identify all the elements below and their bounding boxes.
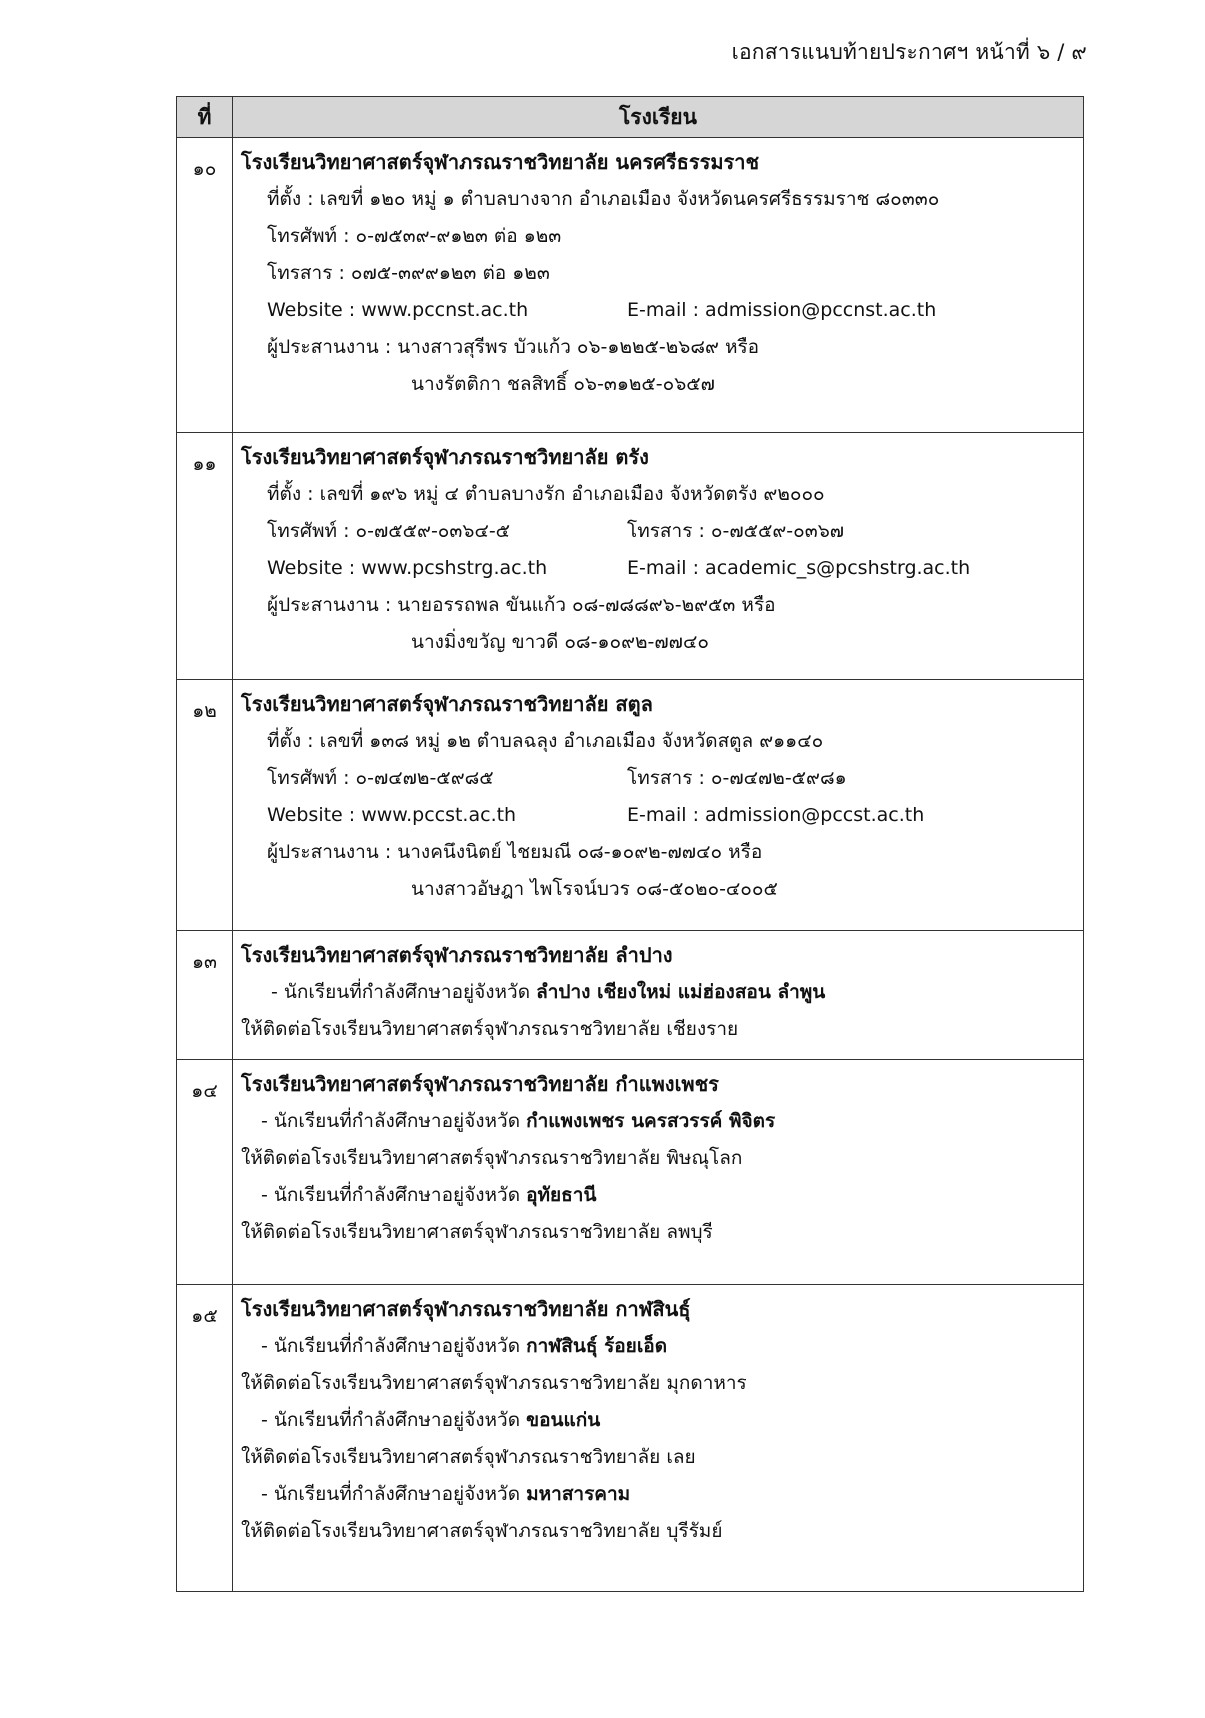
school-coordinator: ผู้ประสานงาน : นายอรรถพล ขันแก้ว ๐๘-๗๘๘๙๖-๒๙๕๓ หรือ	[267, 594, 776, 616]
school-web-row	[241, 797, 1075, 834]
note-provinces: อุทัยธานี	[526, 1184, 597, 1206]
school-name: โรงเรียนวิทยาศาสตร์จุฬาภรณราชวิทยาลัย ลำปาง	[241, 943, 673, 967]
column-header-no: ที่	[177, 97, 233, 138]
table-row	[177, 1060, 1084, 1285]
school-name: โรงเรียนวิทยาศาสตร์จุฬาภรณราชวิทยาลัย กำแพงเพชร	[241, 1072, 719, 1096]
school-email: E-mail : admission@pccst.ac.th	[627, 804, 925, 826]
note-provinces: ลำปาง เชียงใหม่ แม่ฮ่องสอน ลำพูน	[536, 981, 826, 1003]
row-number: ๑๔	[177, 1060, 233, 1285]
school-website: Website : www.pcshstrg.ac.th	[267, 557, 548, 579]
school-website: Website : www.pccst.ac.th	[267, 804, 517, 826]
note-provinces: ขอนแก่น	[526, 1409, 601, 1431]
school-phone: โทรศัพท์ : ๐-๗๕๕๙-๐๓๖๔-๕	[267, 520, 511, 542]
province-note	[241, 974, 1075, 1011]
table-row	[177, 680, 1084, 931]
school-address: ที่ตั้ง : เลขที่ ๑๓๘ หมู่ ๑๒ ตำบลฉลุง อำเภอเมือง จังหวัดสตูล ๙๑๑๔๐	[267, 730, 824, 752]
contact-instruction: ให้ติดต่อโรงเรียนวิทยาศาสตร์จุฬาภรณราชวิทยาลัย ลพบุรี	[241, 1221, 713, 1243]
school-phone: โทรศัพท์ : ๐-๗๔๗๒-๕๙๘๕	[267, 767, 494, 789]
province-note	[241, 1177, 1075, 1214]
school-web-row	[241, 550, 1075, 587]
row-number: ๑๒	[177, 680, 233, 931]
school-web-row	[241, 292, 1075, 329]
school-coordinator: ผู้ประสานงาน : นางคนึงนิตย์ ไชยมณี ๐๘-๑๐๙๒-๗๗๔๐ หรือ	[267, 841, 763, 863]
school-phone: โทรศัพท์ : ๐-๗๕๓๙-๙๑๒๓ ต่อ ๑๒๓	[267, 225, 562, 247]
contact-instruction: ให้ติดต่อโรงเรียนวิทยาศาสตร์จุฬาภรณราชวิทยาลัย เลย	[241, 1446, 696, 1468]
school-email: E-mail : academic_s@pcshstrg.ac.th	[627, 557, 971, 579]
school-name: โรงเรียนวิทยาศาสตร์จุฬาภรณราชวิทยาลัย นครศรีธรรมราช	[241, 150, 760, 174]
table-row	[177, 138, 1084, 433]
note-prefix: - นักเรียนที่กำลังศึกษาอยู่จังหวัด	[261, 1335, 527, 1357]
province-note	[241, 1328, 1075, 1365]
contact-instruction: ให้ติดต่อโรงเรียนวิทยาศาสตร์จุฬาภรณราชวิทยาลัย เชียงราย	[241, 1018, 739, 1040]
school-entry	[233, 1060, 1084, 1285]
row-number: ๑๑	[177, 433, 233, 680]
note-prefix: - นักเรียนที่กำลังศึกษาอยู่จังหวัด	[271, 981, 537, 1003]
school-fax: โทรสาร : ๐๗๕-๓๙๙๑๒๓ ต่อ ๑๒๓	[267, 262, 550, 284]
school-name: โรงเรียนวิทยาศาสตร์จุฬาภรณราชวิทยาลัย สตูล	[241, 692, 653, 716]
school-email: E-mail : admission@pccnst.ac.th	[627, 299, 937, 321]
school-entry	[233, 931, 1084, 1060]
school-phone-row	[241, 760, 1075, 797]
note-provinces: กำแพงเพชร นครสวรรค์ พิจิตร	[526, 1110, 776, 1132]
row-number: ๑๕	[177, 1285, 233, 1592]
school-entry	[233, 433, 1084, 680]
note-provinces: กาฬสินธุ์ ร้อยเอ็ด	[526, 1335, 668, 1357]
row-number: ๑๐	[177, 138, 233, 433]
school-entry	[233, 680, 1084, 931]
school-entry	[233, 138, 1084, 433]
contact-instruction: ให้ติดต่อโรงเรียนวิทยาศาสตร์จุฬาภรณราชวิทยาลัย พิษณุโลก	[241, 1147, 743, 1169]
table-row	[177, 931, 1084, 1060]
school-address: ที่ตั้ง : เลขที่ ๑๙๖ หมู่ ๔ ตำบลบางรัก อำเภอเมือง จังหวัดตรัง ๙๒๐๐๐	[267, 483, 825, 505]
column-header-school: โรงเรียน	[233, 97, 1084, 138]
school-website: Website : www.pccnst.ac.th	[267, 299, 529, 321]
note-prefix: - นักเรียนที่กำลังศึกษาอยู่จังหวัด	[261, 1483, 527, 1505]
contact-instruction: ให้ติดต่อโรงเรียนวิทยาศาสตร์จุฬาภรณราชวิทยาลัย บุรีรัมย์	[241, 1520, 723, 1542]
school-coordinator-alt: นางสาวอัษฎา ไพโรจน์บวร ๐๘-๕๐๒๐-๔๐๐๕	[411, 878, 778, 900]
row-number: ๑๓	[177, 931, 233, 1060]
note-prefix: - นักเรียนที่กำลังศึกษาอยู่จังหวัด	[261, 1184, 527, 1206]
province-note	[241, 1103, 1075, 1140]
school-phone-row	[241, 513, 1075, 550]
school-coordinator-alt: นางมิ่งขวัญ ขาวดี ๐๘-๑๐๙๒-๗๗๔๐	[411, 631, 709, 653]
note-prefix: - นักเรียนที่กำลังศึกษาอยู่จังหวัด	[261, 1409, 527, 1431]
note-prefix: - นักเรียนที่กำลังศึกษาอยู่จังหวัด	[261, 1110, 527, 1132]
table-row	[177, 433, 1084, 680]
school-coordinator: ผู้ประสานงาน : นางสาวสุรีพร บัวแก้ว ๐๖-๑๒๒๕-๒๖๘๙ หรือ	[267, 336, 760, 358]
school-address: ที่ตั้ง : เลขที่ ๑๒๐ หมู่ ๑ ตำบลบางจาก อำเภอเมือง จังหวัดนครศรีธรรมราช ๘๐๓๓๐	[267, 188, 940, 210]
school-fax: โทรสาร : ๐-๗๔๗๒-๕๙๘๑	[627, 767, 847, 789]
table-header-row	[177, 97, 1084, 138]
school-coordinator-alt: นางรัตติกา ชลสิทธิ์ ๐๖-๓๑๒๕-๐๖๕๗	[411, 373, 715, 395]
school-entry	[233, 1285, 1084, 1592]
school-table	[176, 96, 1084, 1592]
contact-instruction: ให้ติดต่อโรงเรียนวิทยาศาสตร์จุฬาภรณราชวิทยาลัย มุกดาหาร	[241, 1372, 747, 1394]
school-fax: โทรสาร : ๐-๗๕๕๙-๐๓๖๗	[627, 520, 845, 542]
table-row	[177, 1285, 1084, 1592]
page-header: เอกสารแนบท้ายประกาศฯ หน้าที่ ๖ / ๙	[731, 40, 1087, 64]
school-name: โรงเรียนวิทยาศาสตร์จุฬาภรณราชวิทยาลัย ตรัง	[241, 445, 649, 469]
school-name: โรงเรียนวิทยาศาสตร์จุฬาภรณราชวิทยาลัย กาฬสินธุ์	[241, 1297, 691, 1321]
note-provinces: มหาสารคาม	[526, 1483, 631, 1505]
province-note	[241, 1402, 1075, 1439]
province-note	[241, 1476, 1075, 1513]
